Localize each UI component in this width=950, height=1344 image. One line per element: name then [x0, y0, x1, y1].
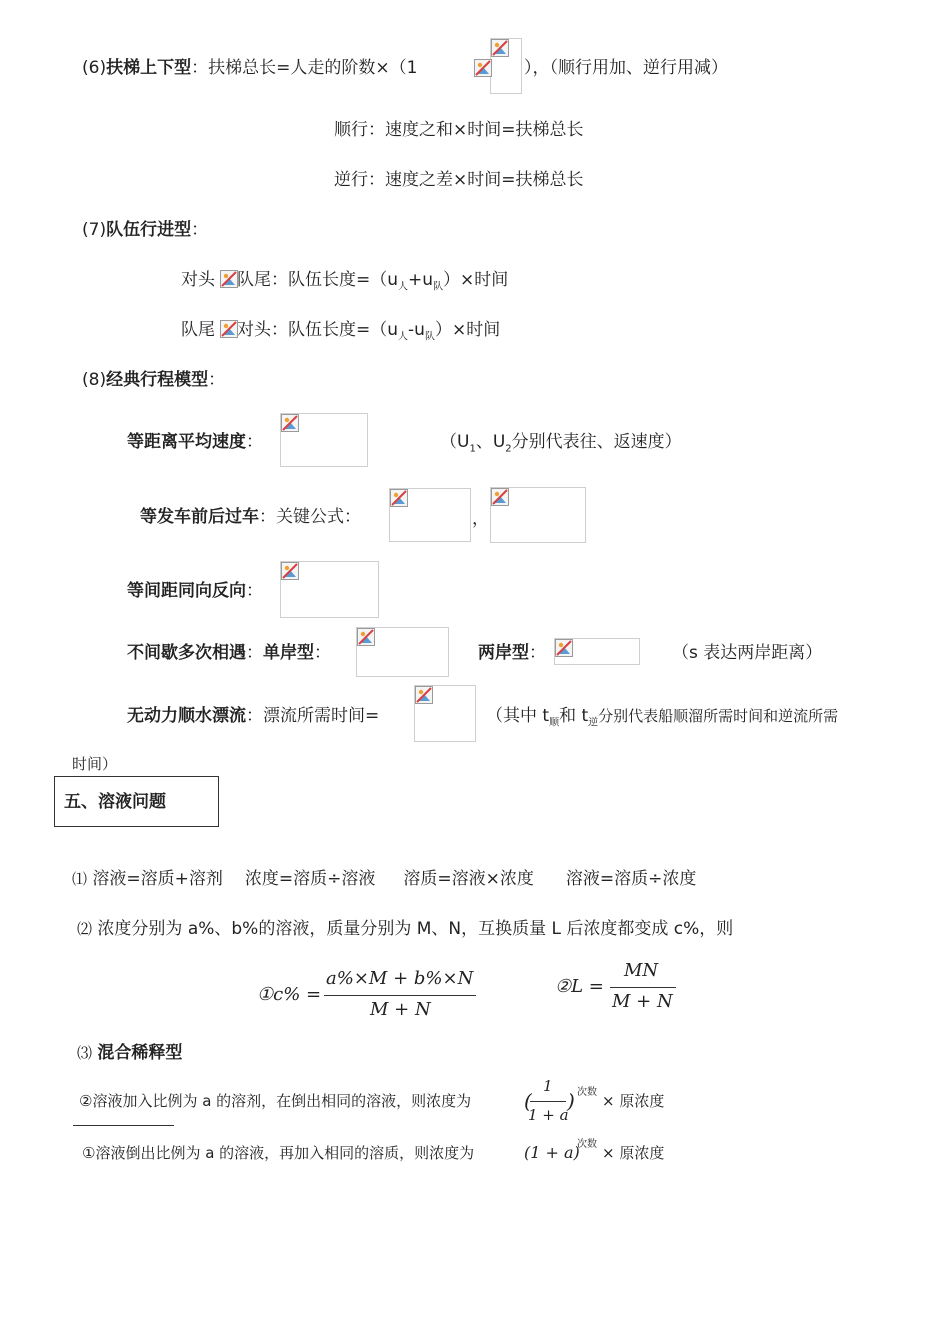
label: 等间距同向反向: [127, 581, 246, 601]
broken-image-icon: [281, 562, 299, 580]
expression: (1 + a): [524, 1143, 580, 1162]
formula-image: [490, 38, 522, 94]
formula-image: [414, 685, 476, 742]
colon: ：: [314, 643, 331, 663]
solution-basics: [72, 868, 696, 890]
double-shore-label: [478, 642, 546, 664]
term: 对头：队伍长度=（u: [237, 320, 399, 340]
section-heading-box: [54, 776, 219, 827]
label: 单岸型: [263, 643, 314, 663]
item-number: ⑵: [77, 920, 93, 938]
broken-image-icon: [491, 488, 509, 506]
text: 分别代表往、返速度）: [511, 432, 682, 452]
term: -u: [408, 320, 425, 340]
formula-image: [280, 561, 379, 618]
text: （其中 t: [486, 706, 550, 726]
formula-image: [356, 627, 449, 677]
text: 和 t: [559, 706, 589, 726]
broken-image-icon: [357, 628, 375, 646]
broken-image-icon: [220, 320, 238, 338]
term: ）×时间: [434, 320, 501, 340]
subscript: 1: [469, 443, 476, 455]
downward-rule: 顺行：速度之和×时间=扶梯总长: [334, 120, 584, 140]
formula-l-denominator: M + N: [612, 991, 673, 1012]
fraction-bar: [530, 1101, 566, 1102]
paren-right: ): [567, 1089, 575, 1113]
colon: ：: [191, 58, 209, 78]
concentration-rule-text: ①溶液倒出比例为 a 的溶液，再加入相同的溶质，则浓度为: [82, 1144, 475, 1162]
term: 队尾: [181, 320, 215, 340]
text: 浓度分别为 a%、b%的溶液，质量分别为 M、N，互换质量 L 后浓度都变成 c%，则: [97, 919, 734, 939]
colon: ：: [246, 643, 263, 663]
colon: ：: [529, 643, 546, 663]
dilution-rule-text: ②溶液加入比例为 a 的溶剂，在倒出相同的溶液，则浓度为: [79, 1092, 472, 1110]
bus-interval-label: [140, 506, 361, 528]
term: 对头: [181, 270, 215, 290]
repeated-meeting-label: [127, 642, 331, 664]
original-concentration: × 原浓度: [602, 1092, 665, 1110]
exchange-problem: [77, 918, 733, 940]
label: 不间歇多次相遇: [127, 643, 246, 663]
formula-l-label: ②L =: [555, 976, 604, 997]
formula: 浓度=溶质÷溶液: [244, 869, 376, 889]
section-number: (8): [82, 370, 107, 390]
formula-c-label: ①c% =: [257, 984, 322, 1005]
text: 分别代表船顺溜所需时间和逆流所需: [598, 707, 839, 725]
formula: 溶质=溶液×浓度: [403, 869, 534, 889]
label: 等发车前后过车: [140, 507, 259, 527]
broken-image-icon: [491, 39, 509, 57]
broken-image-icon: [281, 414, 299, 432]
subscript: 队: [424, 331, 435, 343]
exponent: 次数: [577, 1139, 597, 1150]
section-number: (6): [82, 58, 107, 78]
formula: 溶液=溶质+溶剂: [92, 869, 223, 889]
subscript: 人: [398, 331, 409, 343]
fraction-numerator: 1: [543, 1077, 553, 1095]
shore-distance-note: （s 表达两岸距离）: [672, 643, 823, 663]
colon: ：: [246, 581, 263, 601]
section-8-heading: [82, 369, 225, 391]
item-number: ⑶: [77, 1044, 93, 1062]
label: 等距离平均速度: [127, 432, 246, 452]
fraction-bar: [324, 995, 476, 996]
upward-rule: 逆行：速度之差×时间=扶梯总长: [334, 170, 584, 190]
formula-image: [280, 413, 368, 467]
formula-c-denominator: M + N: [370, 999, 431, 1020]
subsection-title: 混合稀释型: [97, 1043, 183, 1063]
colon: ：: [191, 220, 209, 240]
broken-image-icon: [390, 489, 408, 507]
average-speed-note: [440, 431, 682, 460]
original-concentration: × 原浓度: [602, 1144, 665, 1162]
average-speed-label: [127, 431, 263, 453]
subscript: 2: [505, 443, 512, 455]
colon: ：: [246, 432, 263, 452]
fraction-denominator: 1 + a: [528, 1106, 569, 1124]
item-number: ⑴: [72, 870, 88, 888]
paren-left: (: [524, 1089, 532, 1113]
section-number: (7): [82, 220, 107, 240]
formula-c-numerator: a%×M + b%×N: [326, 968, 474, 989]
section-heading: 五、溶液问题: [64, 792, 166, 812]
divider-line: [73, 1125, 174, 1126]
term: 队尾：队伍长度=（u: [237, 270, 399, 290]
drift-label: [127, 705, 379, 727]
section-6-heading: [82, 57, 417, 79]
section-title: 扶梯上下型: [106, 58, 192, 78]
comma: ，: [472, 509, 489, 529]
escalator-formula-end: ），（顺行用加、逆行用减）: [524, 58, 728, 78]
escalator-formula-start: 扶梯总长=人走的阶数×（1: [208, 58, 418, 78]
text: 、U: [475, 432, 506, 452]
section-title: 队伍行进型: [106, 220, 192, 240]
formula: 溶液=溶质÷浓度: [565, 869, 697, 889]
formula-l-numerator: MN: [624, 960, 659, 981]
section-title: 经典行程模型: [106, 370, 209, 390]
broken-image-icon: [474, 59, 492, 77]
term: ）×时间: [443, 270, 509, 290]
broken-image-icon: [220, 270, 238, 288]
mixing-heading: [77, 1042, 182, 1064]
drift-note: [486, 705, 838, 734]
exponent: 次数: [577, 1087, 597, 1098]
label: 无动力顺水漂流: [127, 706, 246, 726]
subscript: 顺: [549, 717, 560, 729]
term: +u: [408, 270, 434, 290]
formula-image: [554, 638, 640, 665]
subscript: 人: [398, 281, 409, 293]
section-7-heading: [82, 219, 208, 241]
formula-image: [389, 488, 471, 542]
broken-image-icon: [415, 686, 433, 704]
broken-image-icon: [555, 639, 573, 657]
drift-note-continued: 时间）: [72, 755, 118, 773]
formula-image: [490, 487, 586, 543]
text: （U: [440, 432, 470, 452]
equal-gap-label: [127, 580, 263, 602]
subscript: 逆: [588, 717, 599, 729]
label: 两岸型: [478, 643, 529, 663]
subscript: 队: [433, 281, 444, 293]
colon: ：: [208, 370, 226, 390]
text: ：漂流所需时间=: [246, 706, 380, 726]
text: ：关键公式：: [259, 507, 361, 527]
fraction-bar: [610, 987, 676, 988]
